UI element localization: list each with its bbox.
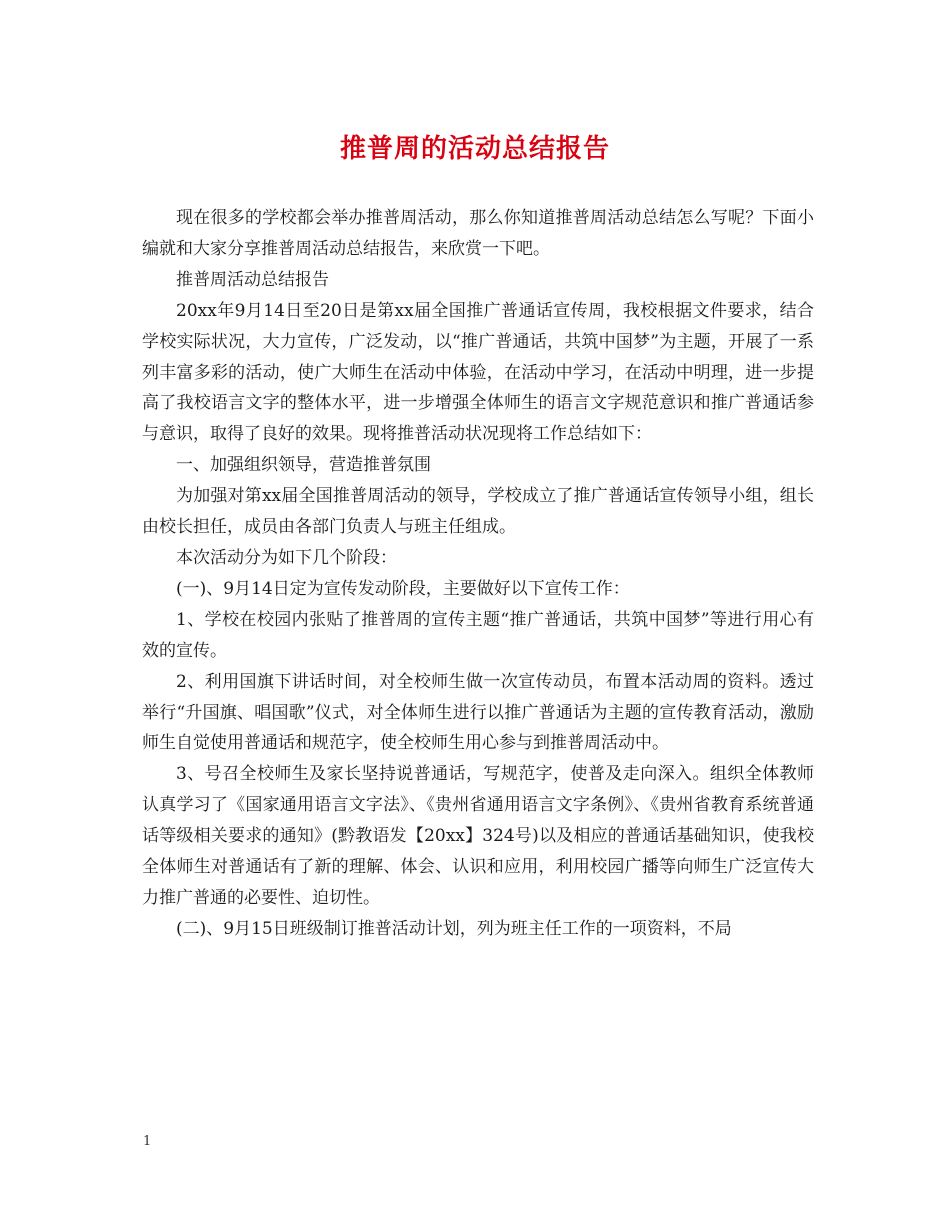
paragraph-intro: 现在很多的学校都会举办推普周活动，那么你知道推普周活动总结怎么写呢？下面小编就和大家分享推普周活动总结报告，来欣赏一下吧。 [142, 208, 814, 259]
paragraph-item-2: 2、利用国旗下讲话时间，对全校师生做一次宣传动员，布置本活动周的资料。透过举行“升国旗、唱国歌”仪式，对全体师生进行以推广普通话为主题的宣传教育活动，激励师生自觉使用普通话和规范字，使全校师生用心参与到推普周活动中。 [142, 671, 814, 754]
document-title: 推普周的活动总结报告 [339, 134, 610, 164]
paragraph-item-1: 1、学校在校园内张贴了推普周的宣传主题“推广普通话，共筑中国梦”等进行用心有效的宣传。 [142, 609, 814, 661]
paragraph-subtitle: 推普周活动总结报告 [176, 269, 329, 290]
paragraph-stage-1: (一)、9月14日定为宣传发动阶段，主要做好以下宣传工作： [176, 578, 630, 599]
paragraph-leadership: 为加强对第xx届全国推普周活动的领导，学校成立了推广普通话宣传领导小组，组长由校长担任，成员由各部门负责人与班主任组成。 [142, 486, 814, 538]
section-heading-1: 一、加强组织领导，营造推普氛围 [176, 455, 431, 476]
page-number: 1 [143, 1134, 152, 1149]
paragraph-item-3: 3、号召全校师生及家长坚持说普通话，写规范字，使普及走向深入。组织全体教师认真学习了《国家通用语言文字法》、《贵州省通用语言文字条例》、《贵州省教育系统普通话等级相关要求的通知》(黔教语发【20xx】324号)以及相应的普通话基础知识，使我校全体师生对普通话有了新的理解、体会、认识和应用，利用校园广播等向师生广泛宣传大力推广普通的必要性、迫切性。 [142, 764, 814, 908]
paragraph-overview: 20xx年9月14日至20日是第xx届全国推广普通话宣传周，我校根据文件要求，结合学校实际状况，大力宣传，广泛发动，以“推广普通话，共筑中国梦”为主题，开展了一系列丰富多彩的活动，使广大师生在活动中体验，在活动中学习，在活动中明理，进一步提高了我校语言文字的整体水平，进一步增强全体师生的语言文字规范意识和推广普通话参与意识，取得了良好的效果。现将推普活动状况现将工作总结如下： [142, 300, 814, 445]
document-body [142, 203, 814, 945]
paragraph-stage-2: (二)、9月15日班级制订推普活动计划，列为班主任工作的一项资料，不局 [176, 918, 732, 939]
paragraph-stages: 本次活动分为如下几个阶段： [176, 547, 397, 568]
